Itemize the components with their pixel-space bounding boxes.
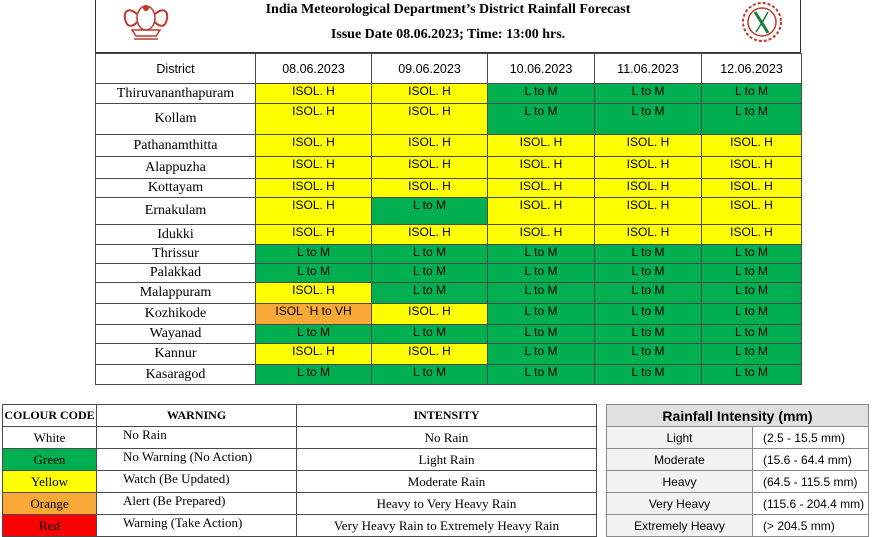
district-name: Malappuram <box>96 283 256 304</box>
forecast-row <box>96 179 802 198</box>
forecast-cell: ISOL. H <box>372 157 488 179</box>
intensity-cell: Heavy to Very Heavy Rain <box>297 493 597 515</box>
imd-logo-icon <box>738 0 786 44</box>
forecast-cell: ISOL. H <box>488 225 595 245</box>
legend-row <box>3 493 597 515</box>
colour-code-cell: Red <box>3 515 97 537</box>
forecast-row <box>96 264 802 283</box>
forecast-cell: ISOL. H <box>595 198 702 225</box>
rainfall-row <box>607 449 869 471</box>
forecast-cell: ISOL. H <box>595 225 702 245</box>
legend-row <box>3 449 597 471</box>
district-name: Kasaragod <box>96 365 256 385</box>
forecast-row <box>96 157 802 179</box>
forecast-cell: L to M <box>488 325 595 344</box>
forecast-row <box>96 225 802 245</box>
forecast-cell: ISOL. H <box>702 157 802 179</box>
warning-cell: No Rain <box>97 427 297 449</box>
issue-date: Issue Date 08.06.2023; Time: 13:00 hrs. <box>330 27 566 42</box>
forecast-cell: L to M <box>595 304 702 325</box>
forecast-cell: ISOL. H <box>256 179 372 198</box>
forecast-row <box>96 304 802 325</box>
forecast-cell: L to M <box>702 283 802 304</box>
forecast-cell: ISOL. H <box>702 225 802 245</box>
date-header: 08.06.2023 <box>256 54 372 84</box>
forecast-cell: L to M <box>595 325 702 344</box>
colour-code-cell: Orange <box>3 493 97 515</box>
forecast-cell: ISOL. H <box>256 344 372 365</box>
intensity-cell: No Rain <box>297 427 597 449</box>
forecast-row <box>96 365 802 385</box>
forecast-cell: L to M <box>702 245 802 264</box>
district-name: Idukki <box>96 225 256 245</box>
warning-cell: Warning (Take Action) <box>97 515 297 537</box>
forecast-cell: ISOL. H <box>488 179 595 198</box>
forecast-cell: L to M <box>372 245 488 264</box>
forecast-cell: ISOL. H <box>702 135 802 157</box>
district-name: Palakkad <box>96 264 256 283</box>
forecast-row <box>96 245 802 264</box>
forecast-cell: L to M <box>256 325 372 344</box>
colour-code-cell: Green <box>3 449 97 471</box>
forecast-cell: ISOL. H <box>372 84 488 104</box>
forecast-cell: L to M <box>488 84 595 104</box>
intensity-cell: Moderate Rain <box>297 471 597 493</box>
legend-row <box>3 471 597 493</box>
intensity-cell: Light Rain <box>297 449 597 471</box>
district-name: Kozhikode <box>96 304 256 325</box>
forecast-cell: L to M <box>702 344 802 365</box>
forecast-cell: L to M <box>595 104 702 135</box>
rainfall-range: (15.6 - 64.4 mm) <box>753 449 869 471</box>
district-name: Pathanamthitta <box>96 135 256 157</box>
forecast-cell: ISOL. H <box>372 104 488 135</box>
forecast-cell: L to M <box>702 365 802 385</box>
forecast-cell: L to M <box>372 365 488 385</box>
rainfall-label: Very Heavy <box>607 493 753 515</box>
forecast-cell: L to M <box>488 104 595 135</box>
rainfall-label: Extremely Heavy <box>607 515 753 537</box>
district-name: Kollam <box>96 104 256 135</box>
forecast-cell: L to M <box>488 344 595 365</box>
forecast-cell: L to M <box>488 264 595 283</box>
district-name: Kottayam <box>96 179 256 198</box>
legend-header-row <box>3 405 597 427</box>
rainfall-label: Heavy <box>607 471 753 493</box>
forecast-cell: ISOL. H <box>595 157 702 179</box>
forecast-cell: ISOL. H <box>256 198 372 225</box>
rainfall-row <box>607 427 869 449</box>
forecast-cell: L to M <box>702 325 802 344</box>
rainfall-range: (64.5 - 115.5 mm) <box>753 471 869 493</box>
forecast-cell: ISOL. H <box>595 179 702 198</box>
rainfall-row <box>607 493 869 515</box>
forecast-cell: L to M <box>702 304 802 325</box>
legend-row <box>3 427 597 449</box>
forecast-cell: ISOL. H <box>488 135 595 157</box>
forecast-cell: ISOL `H to VH <box>256 304 372 325</box>
forecast-cell: L to M <box>372 283 488 304</box>
forecast-cell: ISOL. H <box>702 198 802 225</box>
forecast-cell: L to M <box>595 264 702 283</box>
report-header <box>95 0 801 53</box>
warning-cell: Watch (Be Updated) <box>97 471 297 493</box>
rainfall-label: Moderate <box>607 449 753 471</box>
forecast-cell: ISOL. H <box>488 198 595 225</box>
district-name: Ernakulam <box>96 198 256 225</box>
rainfall-row <box>607 471 869 493</box>
forecast-cell: L to M <box>702 104 802 135</box>
forecast-cell: L to M <box>488 283 595 304</box>
legend-header: WARNING <box>97 405 297 427</box>
forecast-cell: ISOL. H <box>372 344 488 365</box>
forecast-cell: L to M <box>372 264 488 283</box>
rainfall-intensity-title: Rainfall Intensity (mm) <box>607 405 869 427</box>
date-header: 09.06.2023 <box>372 54 488 84</box>
report-title: India Meteorological Department’s District Rainfall Forecast <box>265 2 631 17</box>
forecast-row <box>96 135 802 157</box>
district-forecast-table <box>95 53 802 385</box>
warning-cell: No Warning (No Action) <box>97 449 297 471</box>
forecast-cell: ISOL. H <box>372 179 488 198</box>
forecast-cell: ISOL. H <box>256 84 372 104</box>
forecast-cell: L to M <box>595 344 702 365</box>
rainfall-range: (2.5 - 15.5 mm) <box>753 427 869 449</box>
colour-code-legend <box>2 404 597 537</box>
legend-header: COLOUR CODE <box>3 405 97 427</box>
forecast-cell: L to M <box>488 365 595 385</box>
forecast-row <box>96 84 802 104</box>
forecast-cell: ISOL. H <box>372 304 488 325</box>
forecast-cell: L to M <box>595 283 702 304</box>
district-header: District <box>96 54 256 84</box>
district-name: Kannur <box>96 344 256 365</box>
district-name: Thrissur <box>96 245 256 264</box>
warning-cell: Alert (Be Prepared) <box>97 493 297 515</box>
forecast-cell: L to M <box>595 84 702 104</box>
date-header: 11.06.2023 <box>595 54 702 84</box>
forecast-row <box>96 283 802 304</box>
date-header: 12.06.2023 <box>702 54 802 84</box>
colour-code-cell: Yellow <box>3 471 97 493</box>
forecast-cell: L to M <box>256 365 372 385</box>
rainfall-range: (115.6 - 204.4 mm) <box>753 493 869 515</box>
forecast-cell: L to M <box>256 264 372 283</box>
forecast-cell: L to M <box>372 325 488 344</box>
forecast-cell: ISOL. H <box>256 283 372 304</box>
rainfall-intensity-table <box>606 404 869 537</box>
forecast-row <box>96 325 802 344</box>
forecast-cell: L to M <box>488 304 595 325</box>
colour-code-cell: White <box>3 427 97 449</box>
legend-header: INTENSITY <box>297 405 597 427</box>
legend-row <box>3 515 597 537</box>
intensity-cell: Very Heavy Rain to Extremely Heavy Rain <box>297 515 597 537</box>
forecast-cell: L to M <box>702 264 802 283</box>
forecast-cell: L to M <box>595 365 702 385</box>
forecast-cell: ISOL. H <box>256 157 372 179</box>
forecast-row <box>96 344 802 365</box>
date-header: 10.06.2023 <box>488 54 595 84</box>
forecast-cell: ISOL. H <box>702 179 802 198</box>
forecast-cell: L to M <box>488 245 595 264</box>
forecast-cell: ISOL. H <box>372 135 488 157</box>
forecast-cell: ISOL. H <box>256 225 372 245</box>
rainfall-label: Light <box>607 427 753 449</box>
forecast-cell: ISOL. H <box>256 104 372 135</box>
district-name: Alappuzha <box>96 157 256 179</box>
rainfall-header-row <box>607 405 869 427</box>
rainfall-range: (> 204.5 mm) <box>753 515 869 537</box>
forecast-row <box>96 104 802 135</box>
forecast-cell: L to M <box>256 245 372 264</box>
forecast-row <box>96 198 802 225</box>
forecast-cell: L to M <box>702 84 802 104</box>
forecast-cell: L to M <box>372 198 488 225</box>
forecast-header-row <box>96 54 802 84</box>
forecast-cell: ISOL. H <box>372 225 488 245</box>
forecast-cell: L to M <box>595 245 702 264</box>
district-name: Wayanad <box>96 325 256 344</box>
forecast-cell: ISOL. H <box>595 135 702 157</box>
forecast-cell: ISOL. H <box>488 157 595 179</box>
rainfall-row <box>607 515 869 537</box>
forecast-cell: ISOL. H <box>256 135 372 157</box>
district-name: Thiruvananthapuram <box>96 84 256 104</box>
